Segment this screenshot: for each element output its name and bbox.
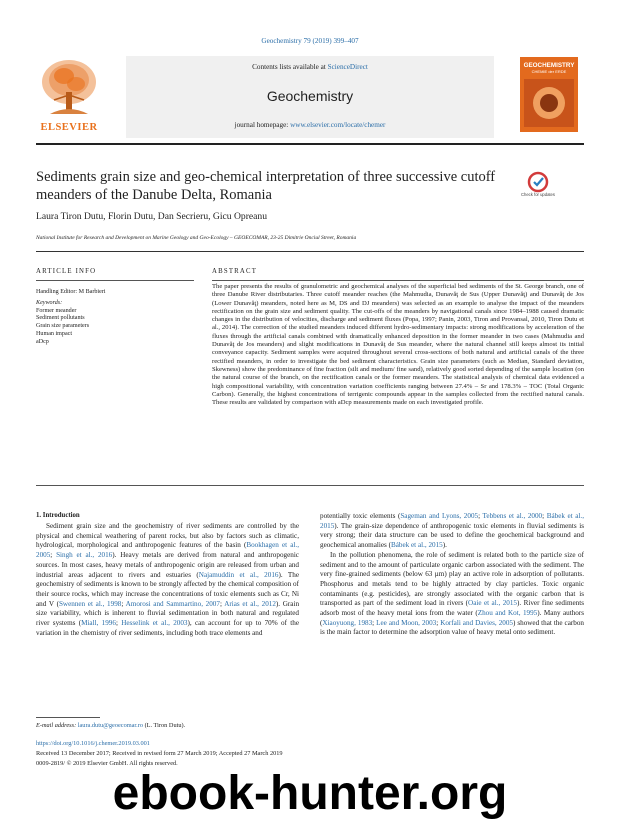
paragraph-text: ; (219, 599, 225, 608)
journal-name: Geochemistry (266, 88, 354, 104)
paragraph-text: ; (50, 551, 57, 560)
keyword-item: Grain size parameters (36, 323, 90, 330)
homepage-link[interactable]: www.elsevier.com/locate/chemer (290, 121, 386, 129)
check-for-updates-badge[interactable] (521, 170, 555, 204)
paragraph-text: ). (442, 541, 447, 550)
cover-title: GEOCHEMISTRY (523, 62, 575, 69)
article-info-sidebar (36, 289, 196, 347)
contents-prefix: Contents lists available at (252, 63, 328, 71)
citation-link[interactable]: Oaie et al., 2015 (468, 599, 517, 608)
paragraph-text: ). The grain-size dependence of anthropogenic toxic elements in fluvial sediments is very strong; their data structure can be used to define the geochemical background and geochemical anomalies ( (320, 521, 584, 550)
intro-heading: 1. Introduction (36, 512, 80, 519)
email-link[interactable]: laura.dutu@geoecomar.ro (77, 722, 143, 729)
paragraph-text: ). River fine sediments adsorb most of the heavy metal ions from the water ( (320, 599, 584, 618)
intro-paragraph (320, 512, 584, 551)
paragraph-text: ; (478, 512, 483, 520)
citation-link[interactable]: Bábek et al., 2015 (390, 541, 443, 550)
keyword-item: aDcp (36, 338, 49, 345)
paragraph-text: Sediment grain size and the geochemistry of river sediments are controlled by the physical and chemical weathering of parent rocks, but also by factors such as climatic, hydrological, morphological and anthropogenic features of the basin ( (36, 522, 299, 550)
keyword-item: Former meander (36, 307, 77, 314)
paragraph-text: ; (542, 512, 547, 520)
footnote-rule (36, 717, 100, 718)
email-suffix: (L. Tiron Dutu). (143, 722, 186, 729)
author-list[interactable]: Laura Tiron Dutu, Florin Dutu, Dan Secrieru, Gicu Opreanu (36, 211, 268, 222)
citation-link[interactable]: Bábek et al., 2015 (320, 512, 584, 530)
citation-link[interactable]: Sageman and Lyons, 2005 (400, 512, 479, 520)
email-label: E-mail address: (36, 722, 78, 729)
affiliation-rule (36, 251, 584, 252)
paragraph-text: ; (372, 618, 377, 627)
handling-editor: Handling Editor: M Barbieri (36, 289, 106, 295)
citation-link[interactable]: Korfali and Davies, 2005 (440, 618, 513, 627)
sciencedirect-link[interactable]: ScienceDirect (327, 63, 368, 71)
article-title: Sediments grain size and geo-chemical interpretation of three successive cutoff meanders of the Danube Delta, Romania (36, 169, 496, 203)
citation-link[interactable]: Arias et al., 2012 (224, 599, 276, 608)
citation-link[interactable]: Singh et al., 2016 (56, 551, 113, 560)
abstract-bottom-rule (36, 485, 584, 486)
check-updates-icon (521, 170, 555, 204)
citation-link[interactable]: Amorosi and Sammartino, 2007 (125, 599, 220, 608)
homepage-prefix: journal homepage: (234, 121, 291, 129)
contents-line (126, 63, 494, 71)
citation-link[interactable]: Swennen et al., 1998 (58, 599, 122, 608)
citation-link[interactable]: Lee and Moon, 2003 (376, 618, 437, 627)
homepage-line (126, 121, 494, 129)
header-rule (36, 143, 584, 145)
intro-paragraph (320, 551, 584, 638)
paragraph-text: ). Many authors ( (320, 609, 585, 627)
intro-left-column (36, 522, 299, 638)
citation-link[interactable]: Bookhagen et al., 2005 (36, 541, 299, 560)
abstract-heading: ABSTRACT (212, 268, 258, 275)
journal-cover[interactable] (520, 57, 578, 132)
paragraph-text: ), can account for up to 70% of the variation in the chemistry of river sediments, including both trace elements and (36, 619, 299, 637)
paragraph-text: ; (115, 619, 122, 628)
abstract-text: The paper presents the results of granulometric and geochemical analyses of the superficial bed sediments of the St. George branch, one of three Danube River distributaries. Three cutoff meander reaches (the Mahmudia, Dunavăţ de Sus (Upper Dunavăţ) and Dunavăţ de Jos (Lower Dunavăţ) meanders, noted here as M, DS and DJ meanders) was selected as an example to analyse the impact of the meanders rectification on the grain size and sediment quality. The cut-offs of the meanders by navigational canals since 1984–1988 caused dramatic changes in the distribution of velocities, discharge and sediment fluxes (Popa, 1997; Panin, 2003, Tiron and Provansal, 2010, Tiron Dutu et al., 2014). The correction of the studied meanders induced different hydro-sedimentary impacts: strong modifications by acceleration of the fluxes through the artificial canals combined with dramatically enhanced deposition in the former meander in two cases (Mahmudia and Dunavăţ de Jos meanders) and slight modifications in Dunavăţ de Sus meander, where the natural channel still keeps almost its initial conveyance capacity. Sediment samples were acquired throughout several cross-sections of both natural and artificial canals of the three rectified meanders, in order to investigate the bed sediment characteristics. Grain size parameters (such as Median, Standard deviation, Skewness) show the predominance of fine fraction (silt and medium/ fine sand), relatively good sorted depending of the sample location (on the natural course of the branch, on the rectification canals or the former meanders. The statistical analysis of chemical data evidenced a high compositional variability, with concentration variation coefficients ranging between 27.4% – Sr and 178.3% – TOC (Total Organic Carbon). Generally, the highest concentrations of terrigenic compounds appear in the samples collected from the rectified natural canals. These results are validated by comparison with aDcp measurements made on each investigated profile. (212, 283, 584, 407)
intro-paragraph (36, 522, 299, 638)
check-updates-label: Check for updates (521, 192, 555, 197)
citation-link[interactable]: Zhou and Kot, 1995 (477, 609, 538, 618)
citation-link[interactable]: Miall, 1996 (81, 619, 116, 628)
citation-link[interactable]: Xiaoyuong, 1983 (322, 618, 373, 627)
publisher-logo-text: ELSEVIER (40, 122, 98, 133)
paragraph-text: In the pollution phenomena, the role of sediment is related both to the particle size of sediment and to the amount of particulate organic carbon associated with the sediment. The very fine-grained sediments (below 63 µm) play an active role in adsorption of pollutants. Phosphorus and metals tend to be highly attracted by clay particles. Toxic organic contaminants (e.g. pesticides), are strongly associated with the organic carbon that is transported as part of the sediment load in rivers ( (320, 550, 584, 608)
paragraph-text: ) showed that the carbon is the main factor to determine the adsorption value of heavy metal onto sediment. (320, 618, 584, 637)
keywords-label: Keywords: (36, 299, 63, 306)
cover-subtitle: CHEMIE der ERDE (531, 69, 567, 74)
paragraph-text: ; (436, 618, 441, 627)
received-dates: Received 13 December 2017; Received in revised form 27 March 2019; Accepted 27 March 2019 (36, 750, 283, 757)
intro-right-column (320, 512, 584, 638)
cover-image-icon (524, 79, 574, 127)
paragraph-text: potentially toxic elements ( (320, 512, 401, 520)
keyword-item: Sediment pollutants (36, 315, 85, 322)
abstract-rule (212, 280, 584, 281)
doi-link[interactable]: https://doi.org/10.1016/j.chemer.2019.03.001 (36, 740, 150, 747)
paragraph-text: ). Heavy metals are derived from natural and anthropogenic sources. In most cases, heavy metals of anthropogenic origin are released from urban and industrial areas adjacent to rivers and estuaries ( (36, 551, 299, 579)
issn-copyright: 0009-2819/ © 2019 Elsevier GmbH. All rights reserved. (36, 760, 178, 767)
paragraph-text: ). Grain size variability, which is inherent to fluvial sedimentation in both natural and regulated river systems ( (36, 599, 300, 628)
citation-link[interactable]: Najamuddin et al., 2016 (198, 570, 279, 579)
article-info-rule (36, 280, 194, 281)
citation-link[interactable]: Tebbens et al., 2000 (482, 512, 543, 520)
email-footnote (36, 722, 185, 729)
paragraph-text: ). The geochemistry of sediments is known to be strongly affected by the chemical composition of their source rocks, which may increase the concentrations of toxic elements such as Cr, Ni and V ( (36, 570, 300, 608)
citation-link[interactable]: Hesselink et al., 2003 (121, 619, 188, 628)
affiliation: National Institute for Research and Development on Marine Geology and Geo-Ecology – GEOECOMAR, 23-25 Dimitrie Onciul Street, Romania (36, 235, 357, 241)
paragraph-text: ; (121, 599, 126, 608)
article-info-heading: ARTICLE INFO (36, 268, 97, 275)
keyword-item: Human impact (36, 330, 73, 337)
journal-reference[interactable]: Geochemistry 79 (2019) 399–407 (261, 37, 359, 45)
watermark-text: ebook-hunter.org (112, 767, 508, 820)
